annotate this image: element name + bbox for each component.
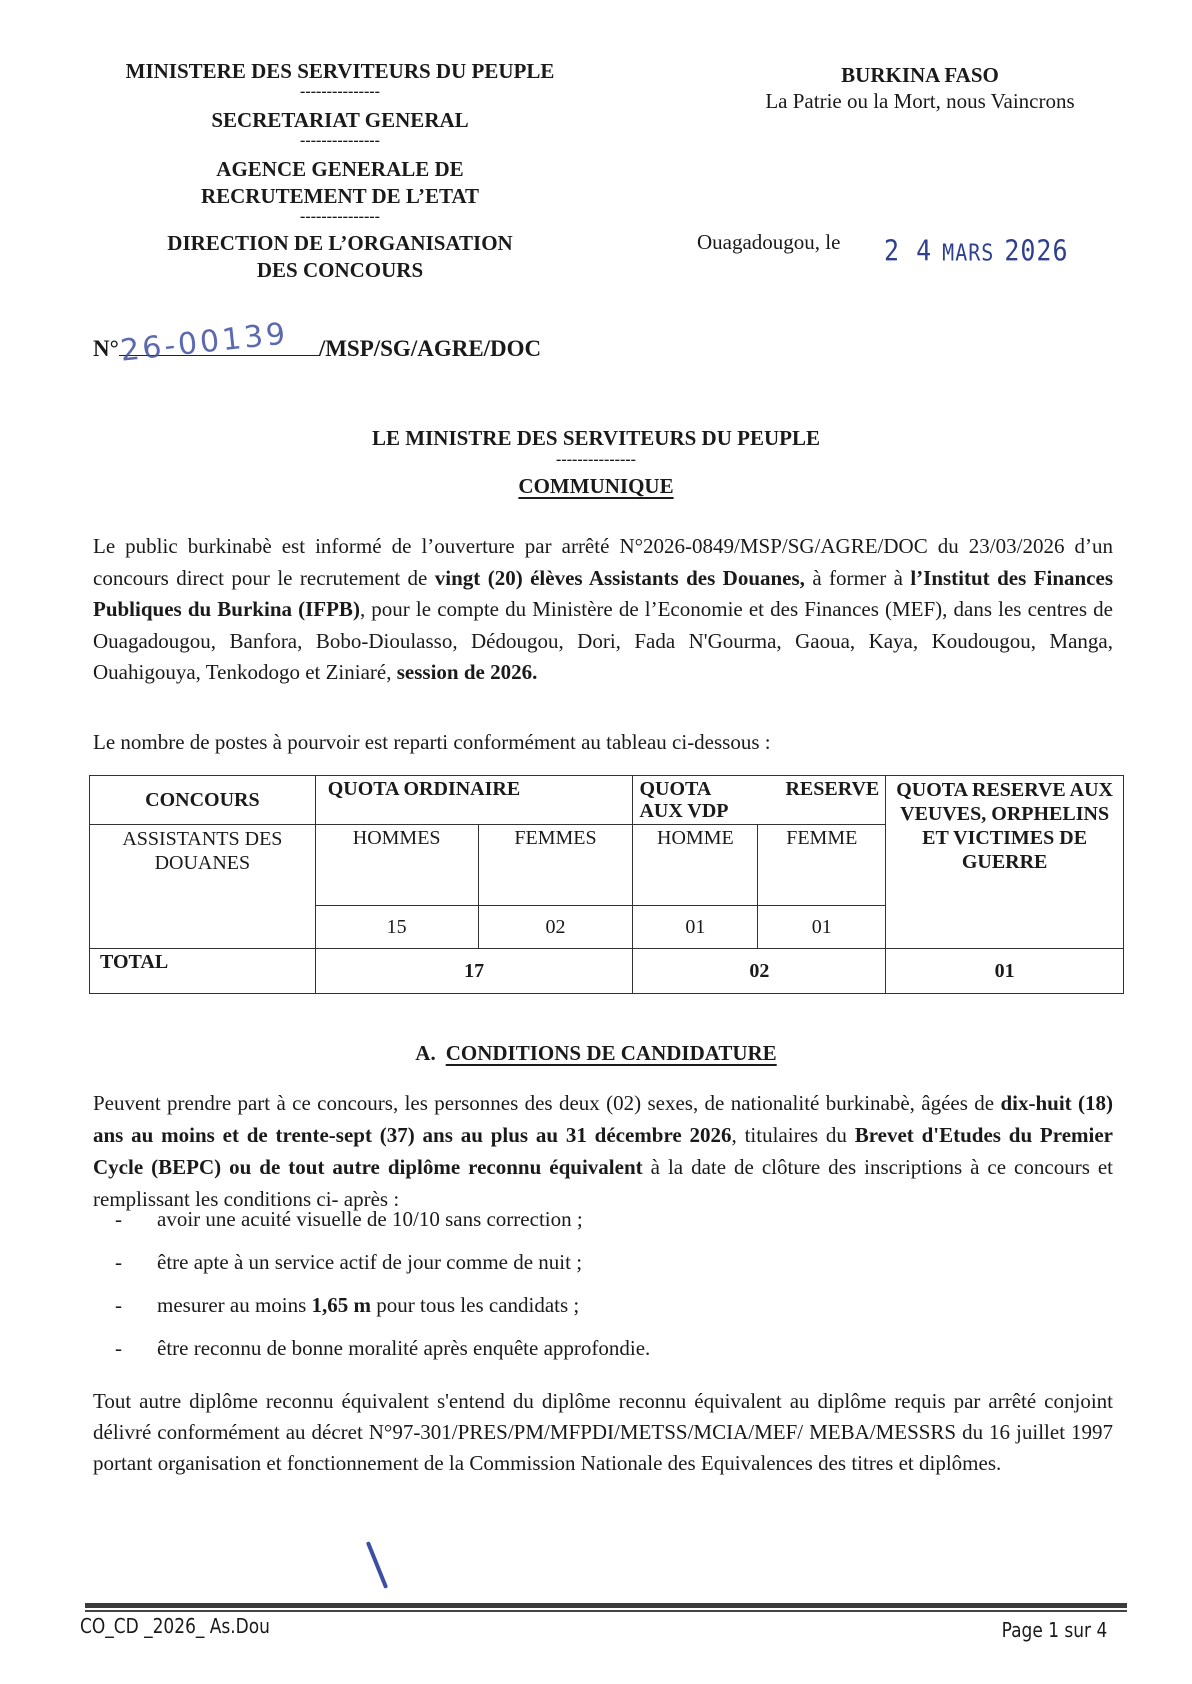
subheader-femmes: FEMMES <box>478 825 633 906</box>
agency-name-line1: AGENCE GENERALE DE <box>216 157 464 181</box>
eligibility-text: , titulaires du <box>731 1123 855 1147</box>
bullet-dash-icon: - <box>115 1207 122 1231</box>
separator: --------------- <box>300 83 380 100</box>
eligibility-bold-diploma: Brevet d'Etudes du Premier Cycle (BEPC) ou de tout autre diplôme reconnu équivalent <box>93 1123 1113 1179</box>
ref-prefix: N° <box>93 336 119 361</box>
date-stamp-day: 2 4 <box>884 233 933 268</box>
table-header-row <box>90 776 1124 825</box>
intro-bold-institute: l’Institut des Finances Publiques du Burkina (IFPB) <box>93 565 1113 621</box>
footer-rule-thin <box>85 1610 1127 1612</box>
header-vdp-word3: AUX VDP <box>639 800 729 822</box>
intro-text: Le public burkinabè est informé de l’ouverture par arrêté N°2026-0849/MSP/SG/AGRE/DOC du 23/03/2026 d’un concours direct pour le recrutement de <box>93 534 1113 590</box>
total-veuves: 01 <box>886 949 1124 994</box>
value-vdp-homme: 01 <box>633 906 758 949</box>
conditions-list <box>115 1206 1015 1378</box>
section-title: CONDITIONS DE CANDIDATURE <box>445 1041 777 1065</box>
secretariat-name: SECRETARIAT GENERAL <box>211 108 469 132</box>
subheader-hommes: HOMMES <box>315 825 478 906</box>
intro-paragraph <box>93 531 1113 689</box>
equivalence-paragraph: Tout autre diplôme reconnu équivalent s'entend du diplôme reconnu équivalent au diplôme requis par arrêté conjoint délivré conformément au décret N°97-301/PRES/PM/MFPDI/METSS/MCIA/MEF/ MEBA/MESSRS du 16 juillet 1997 portant organisation et fonctionnement de la Commission Nationale des Equivalences des titres et diplômes. <box>93 1389 1113 1475</box>
date-stamp <box>884 234 1069 267</box>
condition-text: être reconnu de bonne moralité après enquête approfondie. <box>157 1336 651 1360</box>
place-date-label: Ouagadougou, le <box>697 230 841 254</box>
list-item <box>115 1206 1015 1249</box>
condition-text: être apte à un service actif de jour comme de nuit ; <box>157 1250 583 1274</box>
header-quota-vdp <box>633 776 886 825</box>
ref-suffix: /MSP/SG/AGRE/DOC <box>318 336 542 361</box>
intro-text: à former à <box>804 565 911 590</box>
list-item <box>115 1292 1015 1335</box>
bullet-dash-icon: - <box>115 1336 122 1360</box>
country-name: BURKINA FASO <box>841 63 999 87</box>
separator: --------------- <box>300 132 380 149</box>
intro-text: , pour le compte du Ministère de l’Economie et des Finances (MEF), dans les centres de Ouagadougou, Banfora, Bobo-Dioulasso, Dédougou, Dori, Fada N'Gourma, Gaoua, Kaya, Koudougou, Manga, Ouahigouya, Tenkodogo et Ziniaré, <box>93 597 1113 684</box>
agency-name-line2: RECRUTEMENT DE L’ETAT <box>200 184 480 208</box>
concours-name-cell: ASSISTANTS DES DOUANES <box>90 825 316 949</box>
direction-name-line1: DIRECTION DE L’ORGANISATION <box>167 231 513 255</box>
country-block <box>720 62 1120 114</box>
national-motto: La Patrie ou la Mort, nous Vaincrons <box>765 89 1075 113</box>
subheader-homme-vdp: HOMME <box>633 825 758 906</box>
section-letter: A. <box>415 1041 436 1065</box>
pen-mark-icon <box>366 1541 388 1589</box>
quota-table <box>89 775 1124 994</box>
total-vdp: 02 <box>633 949 886 994</box>
reference-stamp: 26-00139 <box>118 316 290 369</box>
eligibility-text: Peuvent prendre part à ce concours, les personnes des deux (02) sexes, de nationalité burkinabè, âgées de <box>93 1091 1001 1115</box>
header-vdp-word2: RESERVE <box>785 778 880 800</box>
intro-bold-vacancies: vingt (20) élèves Assistants des Douanes, <box>434 565 805 590</box>
section-a-heading <box>0 1041 1192 1066</box>
eligibility-bold-age: dix-huit (18) ans au moins et de trente-sept (37) ans au plus au 31 décembre 2026 <box>93 1091 1113 1147</box>
header-concours: CONCOURS <box>90 776 316 825</box>
direction-name-line2: DES CONCOURS <box>256 258 424 282</box>
separator: --------------- <box>556 451 636 468</box>
condition-text: mesurer au moins <box>157 1293 312 1317</box>
eligibility-text: à la date de clôture des inscriptions à ce concours et remplissant les conditions ci- après : <box>93 1155 1114 1211</box>
total-ordinaire: 17 <box>315 949 633 994</box>
bullet-dash-icon: - <box>115 1250 122 1274</box>
list-item <box>115 1335 1015 1378</box>
separator: --------------- <box>300 208 380 225</box>
authority-title: LE MINISTRE DES SERVITEURS DU PEUPLE <box>372 426 820 450</box>
header-quota-veuves: QUOTA RESERVE AUX VEUVES, ORPHELINS ET VICTIMES DE GUERRE <box>886 776 1124 949</box>
footer-rule <box>85 1603 1127 1608</box>
value-vdp-femme: 01 <box>758 906 886 949</box>
total-label: TOTAL <box>90 949 316 994</box>
document-title <box>0 425 1192 499</box>
condition-height-value: 1,65 m <box>311 1293 372 1317</box>
communique-heading: COMMUNIQUE <box>518 474 674 498</box>
intro-bold-session: session de 2026. <box>396 660 538 684</box>
ministry-name: MINISTERE DES SERVITEURS DU PEUPLE <box>125 59 555 83</box>
date-stamp-month: MARS <box>942 238 995 267</box>
distribution-sentence: Le nombre de postes à pourvoir est reparti conformément au tableau ci-dessous : <box>93 730 771 754</box>
header-quota-ordinaire: QUOTA ORDINAIRE <box>315 776 633 825</box>
value-hommes: 15 <box>315 906 478 949</box>
issuer-block <box>60 58 620 284</box>
condition-text: avoir une acuité visuelle de 10/10 sans correction ; <box>157 1207 583 1231</box>
list-item <box>115 1249 1015 1292</box>
bullet-dash-icon: - <box>115 1293 122 1317</box>
subheader-femme-vdp: FEMME <box>758 825 886 906</box>
date-stamp-year: 2026 <box>1004 233 1069 268</box>
table-top-border <box>89 775 1124 776</box>
footer-doc-code: CO_CD _2026_ As.Dou <box>80 1614 270 1638</box>
condition-text: pour tous les candidats ; <box>371 1293 580 1317</box>
value-femmes: 02 <box>478 906 633 949</box>
table-total-row <box>90 949 1124 994</box>
footer-page-number: Page 1 sur 4 <box>1001 1618 1107 1642</box>
eligibility-paragraph <box>93 1087 1113 1215</box>
header-vdp-word1: QUOTA <box>639 778 712 800</box>
